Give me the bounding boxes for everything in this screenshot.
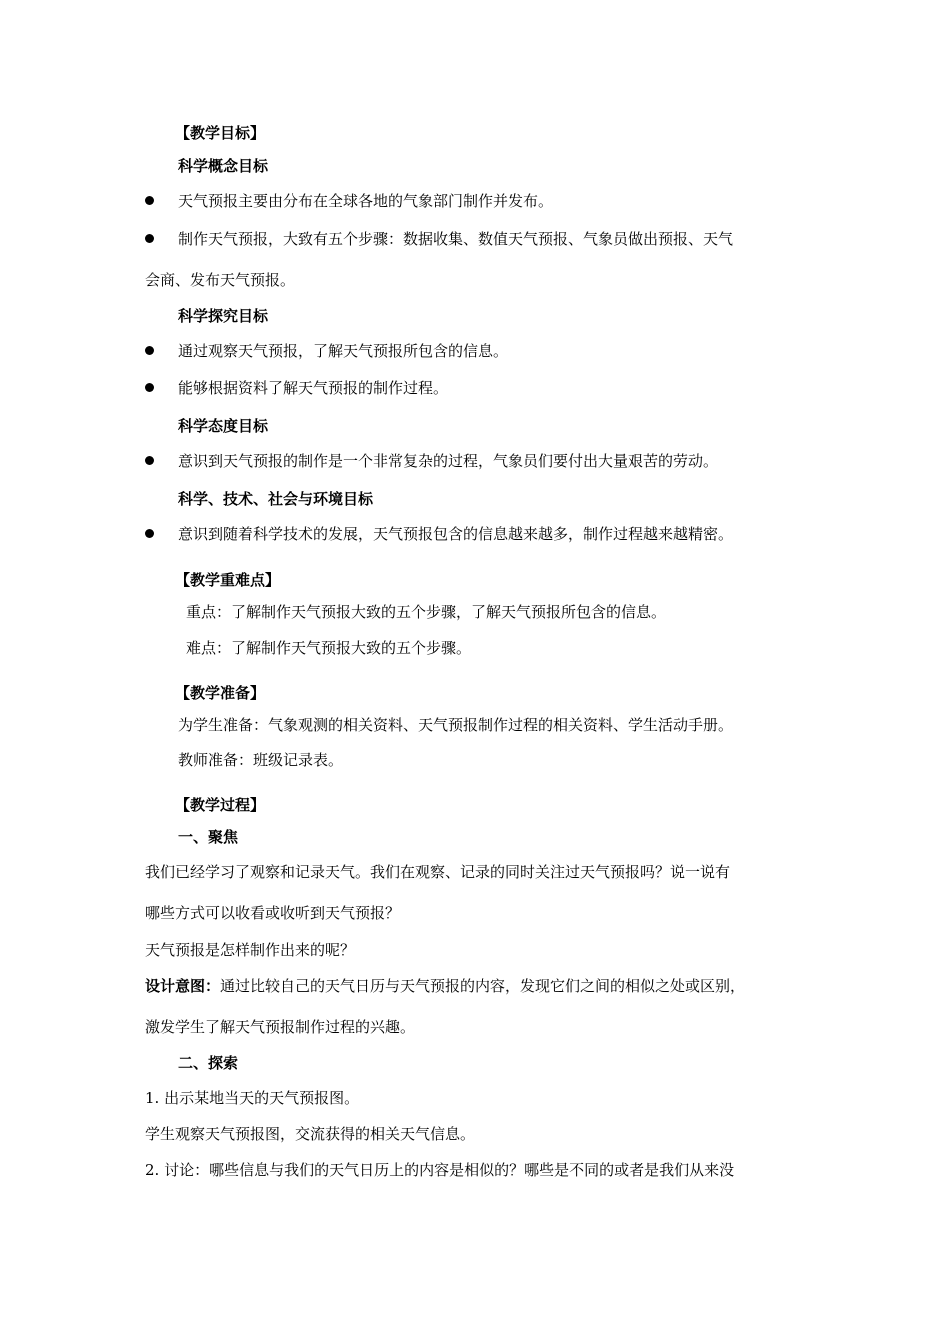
concept-goal-item-continuation: 会商、发布天气预报。 — [145, 271, 296, 289]
teacher-preparation: 教师准备：班级记录表。 — [178, 751, 344, 769]
explore-step-2: 2. 讨论：哪些信息与我们的天气日历上的内容是相似的？哪些是不同的或者是我们从来没 — [145, 1161, 735, 1179]
process-heading: 【教学过程】 — [175, 796, 266, 814]
student-preparation: 为学生准备：气象观测的相关资料、天气预报制作过程的相关资料、学生活动手册。 — [178, 716, 734, 734]
concept-goal-item: 制作天气预报，大致有五个步骤：数据收集、数值天气预报、气象员做出预报、天气 — [178, 230, 734, 248]
focus-question: 天气预报是怎样制作出来的呢？ — [145, 941, 356, 959]
key-points-heading: 【教学重难点】 — [175, 571, 281, 589]
focus-section-title: 一、聚焦 — [178, 828, 239, 846]
concept-goal-item: 天气预报主要由分布在全球各地的气象部门制作并发布。 — [178, 192, 554, 210]
design-intent-label: 设计意图： — [145, 977, 221, 995]
bullet-icon — [145, 196, 154, 205]
design-intent-continuation: 激发学生了解天气预报制作过程的兴趣。 — [145, 1018, 416, 1036]
focus-paragraph: 哪些方式可以收看或收听到天气预报？ — [145, 904, 401, 922]
focus-point: 重点：了解制作天气预报大致的五个步骤，了解天气预报所包含的信息。 — [186, 603, 667, 621]
bullet-icon — [145, 346, 154, 355]
focus-paragraph: 我们已经学习了观察和记录天气。我们在观察、记录的同时关注过天气预报吗？说一说有 — [145, 863, 731, 881]
attitude-goal-item: 意识到天气预报的制作是一个非常复杂的过程，气象员们要付出大量艰苦的劳动。 — [178, 452, 719, 470]
explore-section-title: 二、探索 — [178, 1054, 239, 1072]
design-intent — [145, 976, 745, 996]
sts-goal-title: 科学、技术、社会与环境目标 — [178, 490, 374, 508]
inquiry-goal-title: 科学探究目标 — [178, 307, 269, 325]
explore-step-1: 1. 出示某地当天的天气预报图。 — [145, 1089, 360, 1107]
objectives-heading: 【教学目标】 — [175, 124, 266, 142]
bullet-icon — [145, 383, 154, 392]
bullet-icon — [145, 234, 154, 243]
preparation-heading: 【教学准备】 — [175, 684, 266, 702]
difficult-point: 难点：了解制作天气预报大致的五个步骤。 — [186, 639, 472, 657]
inquiry-goal-item: 通过观察天气预报，了解天气预报所包含的信息。 — [178, 342, 509, 360]
bullet-icon — [145, 456, 154, 465]
attitude-goal-title: 科学态度目标 — [178, 417, 269, 435]
explore-step-1-detail: 学生观察天气预报图，交流获得的相关天气信息。 — [145, 1125, 476, 1143]
design-intent-text: 通过比较自己的天气日历与天气预报的内容，发现它们之间的相似之处或区别， — [220, 977, 746, 995]
bullet-icon — [145, 529, 154, 538]
concept-goal-title: 科学概念目标 — [178, 157, 269, 175]
inquiry-goal-item: 能够根据资料了解天气预报的制作过程。 — [178, 379, 449, 397]
sts-goal-item: 意识到随着科学技术的发展，天气预报包含的信息越来越多，制作过程越来越精密。 — [178, 525, 734, 543]
